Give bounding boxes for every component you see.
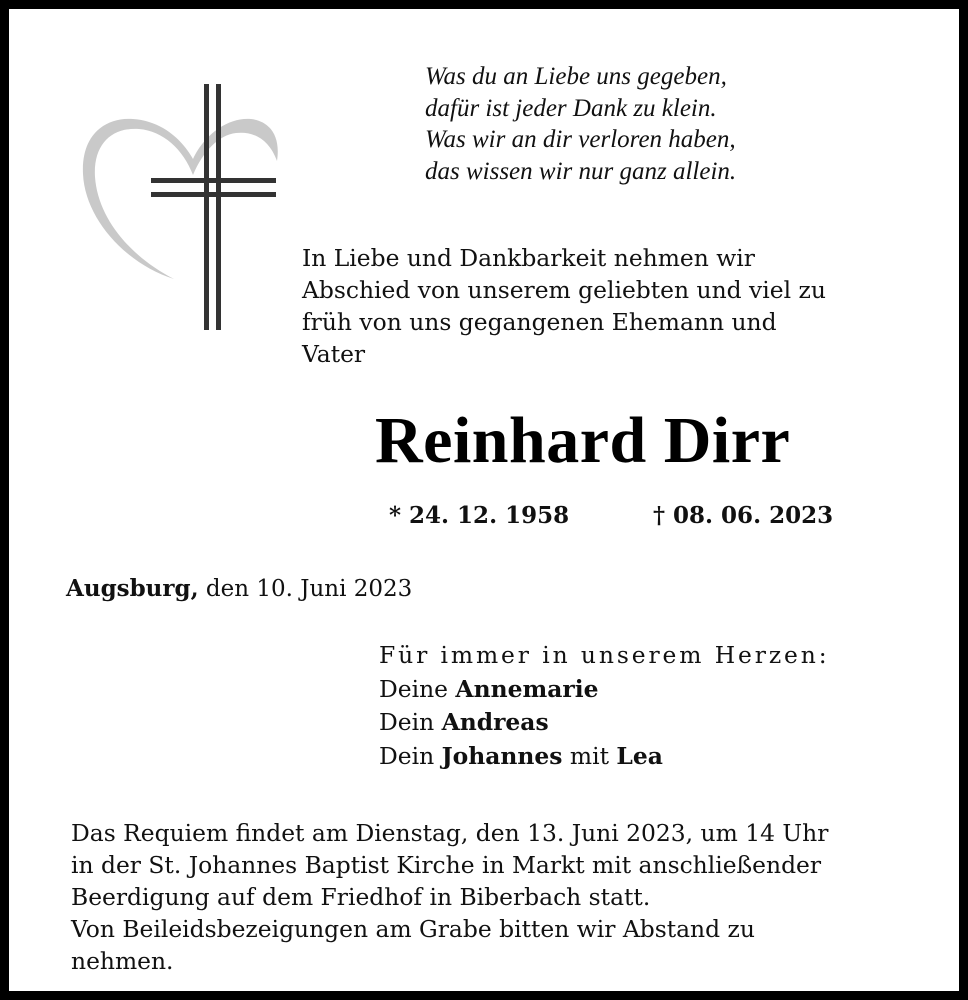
poem-line: das wissen wir nur ganz allein. (425, 157, 737, 185)
family-signature (379, 639, 830, 773)
memorial-poem (425, 61, 736, 187)
footer-line: Von Beileidsbezeigungen am Grabe bitten wir Abstand zu (71, 915, 755, 943)
place-city: Augsburg, (66, 575, 199, 602)
family-member (379, 740, 830, 774)
footer-line: Beerdigung auf dem Friedhof in Biberbach statt. (71, 883, 651, 911)
intro-line: früh von uns gegangenen Ehemann und (302, 308, 777, 336)
member-prefix: Deine (379, 674, 456, 703)
place-date (66, 574, 412, 604)
birth-date: * 24. 12. 1958 (389, 502, 570, 529)
poem-line: Was wir an dir verloren haben, (425, 126, 736, 153)
death-date: † 08. 06. 2023 (653, 502, 834, 529)
poem-line: Was du an Liebe uns gegeben, (425, 63, 727, 90)
family-heading: Für immer in unserem Herzen: (379, 641, 830, 669)
footer-line: nehmen. (71, 947, 174, 975)
intro-line: Vater (302, 340, 366, 368)
footer-line: Das Requiem findet am Dienstag, den 13. Juni 2023, um 14 Uhr (71, 819, 829, 847)
service-info (71, 817, 941, 977)
deceased-name: Reinhard Dirr (375, 404, 791, 477)
emblem (71, 79, 286, 334)
member-prefix: Dein (379, 708, 442, 736)
notice-date: den 10. Juni 2023 (198, 576, 413, 602)
intro-text (302, 242, 942, 370)
family-member (379, 673, 830, 707)
heart-outline-icon (83, 119, 278, 279)
family-member (379, 706, 830, 740)
member-name: Andreas (441, 708, 549, 736)
footer-line: in der St. Johannes Baptist Kirche in Markt mit anschließender (71, 851, 822, 879)
member-prefix: Dein (379, 741, 442, 770)
intro-line: Abschied von unserem geliebten und viel zu (302, 276, 826, 304)
member-extra-name: Lea (616, 741, 663, 770)
member-connector: mit (562, 741, 617, 770)
poem-line: dafür ist jeder Dank zu klein. (425, 94, 717, 122)
intro-line: In Liebe und Dankbarkeit nehmen wir (302, 244, 755, 272)
member-name: Johannes (441, 741, 563, 770)
member-name: Annemarie (455, 674, 599, 703)
